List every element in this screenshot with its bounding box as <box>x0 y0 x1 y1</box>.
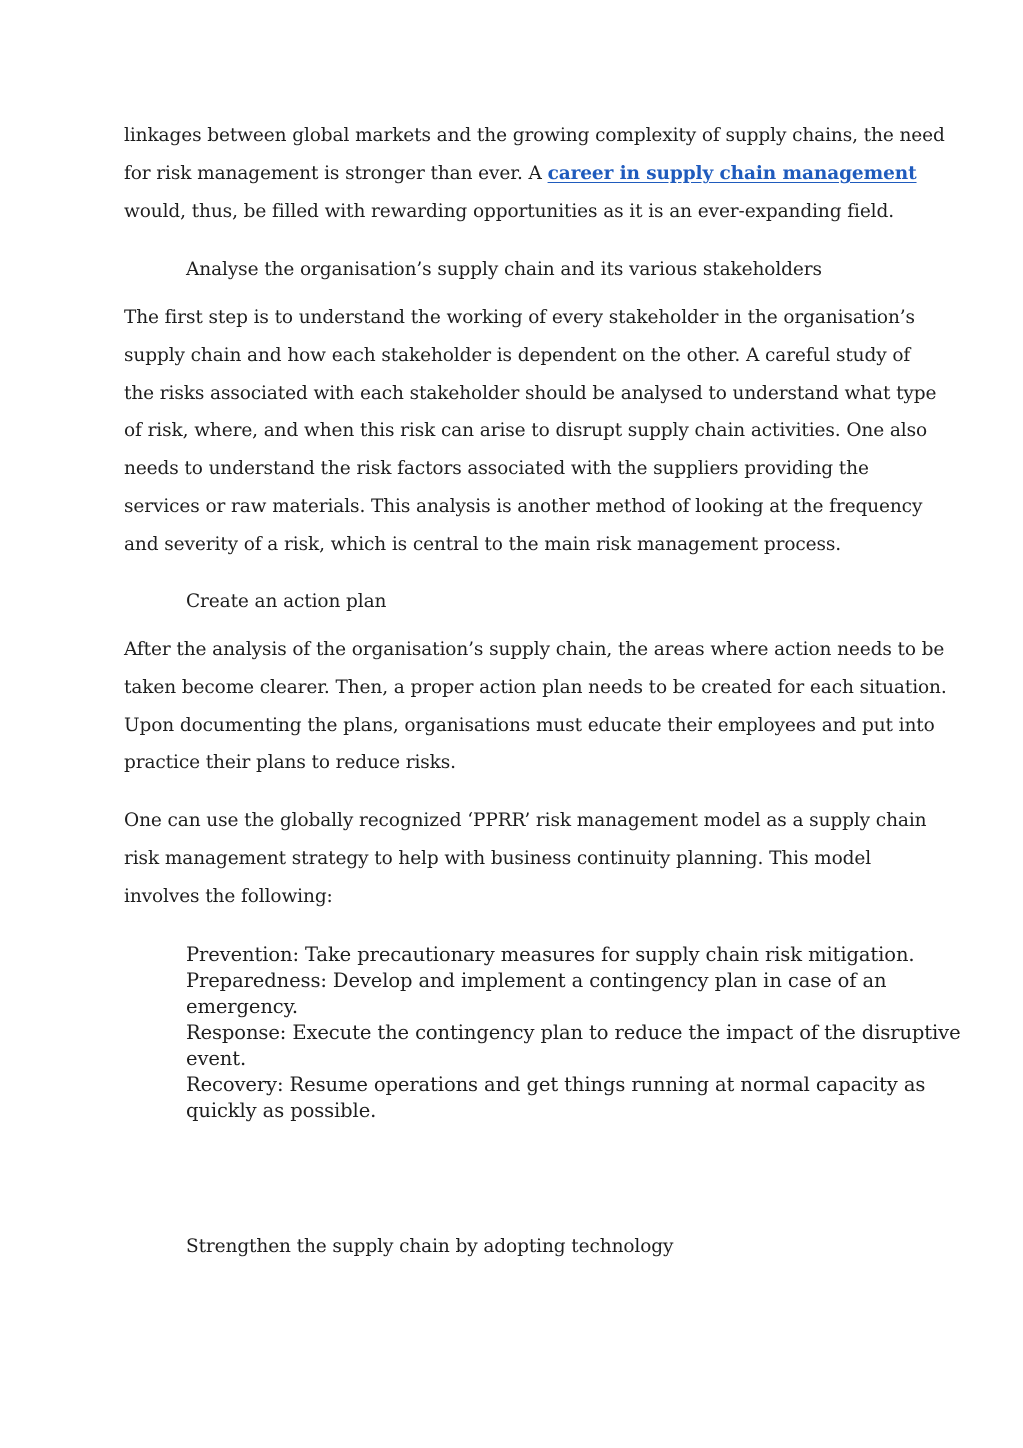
paragraph-3-line: practice their plans to reduce risks. <box>124 752 456 773</box>
paragraph-2-line: needs to understand the risk factors associated with the suppliers providing the <box>124 458 869 479</box>
paragraph-1-line-1: linkages between global markets and the growing complexity of supply chains, the need <box>124 125 945 146</box>
paragraph-2-line: and severity of a risk, which is central to the main risk management process. <box>124 534 842 555</box>
paragraph-1-line-2 <box>124 163 917 184</box>
paragraph-1-line-3: would, thus, be filled with rewarding opportunities as it is an ever-expanding field. <box>124 201 895 222</box>
pprr-list-line: Recovery: Resume operations and get things running at normal capacity as <box>186 1073 926 1096</box>
paragraph-2-line: services or raw materials. This analysis is another method of looking at the frequency <box>124 496 923 517</box>
paragraph-2-line: supply chain and how each stakeholder is dependent on the other. A careful study of <box>124 345 911 366</box>
heading-analyse-supply-chain: Analyse the organisation’s supply chain and its various stakeholders <box>186 259 822 280</box>
paragraph-3-line: After the analysis of the organisation’s supply chain, the areas where action needs to be <box>124 639 945 660</box>
paragraph-1-line-2-text: for risk management is stronger than ever. A <box>124 163 548 184</box>
paragraph-2-line: the risks associated with each stakeholder should be analysed to understand what type <box>124 383 937 404</box>
pprr-list-line: Preparedness: Develop and implement a contingency plan in case of an <box>186 969 887 992</box>
paragraph-4-line: One can use the globally recognized ‘PPRR’ risk management model as a supply chain <box>124 810 927 831</box>
paragraph-2-line: of risk, where, and when this risk can arise to disrupt supply chain activities. One also <box>124 420 928 441</box>
heading-create-action-plan: Create an action plan <box>186 591 387 612</box>
pprr-list-line: quickly as possible. <box>186 1099 377 1122</box>
heading-strengthen-supply-chain: Strengthen the supply chain by adopting technology <box>186 1236 674 1257</box>
paragraph-4-line: risk management strategy to help with business continuity planning. This model <box>124 848 872 869</box>
pprr-list-line: emergency. <box>186 995 299 1018</box>
paragraph-4-line: involves the following: <box>124 886 333 907</box>
pprr-list-line: Response: Execute the contingency plan to reduce the impact of the disruptive <box>186 1021 961 1044</box>
paragraph-3-line: Upon documenting the plans, organisations must educate their employees and put into <box>124 715 935 736</box>
paragraph-3-line: taken become clearer. Then, a proper action plan needs to be created for each situation. <box>124 677 947 698</box>
paragraph-2-line: The first step is to understand the working of every stakeholder in the organisation’s <box>124 307 915 328</box>
career-link[interactable]: career in supply chain management <box>547 163 917 184</box>
pprr-list-line: event. <box>186 1047 247 1070</box>
pprr-list-line: Prevention: Take precautionary measures for supply chain risk mitigation. <box>186 943 915 966</box>
